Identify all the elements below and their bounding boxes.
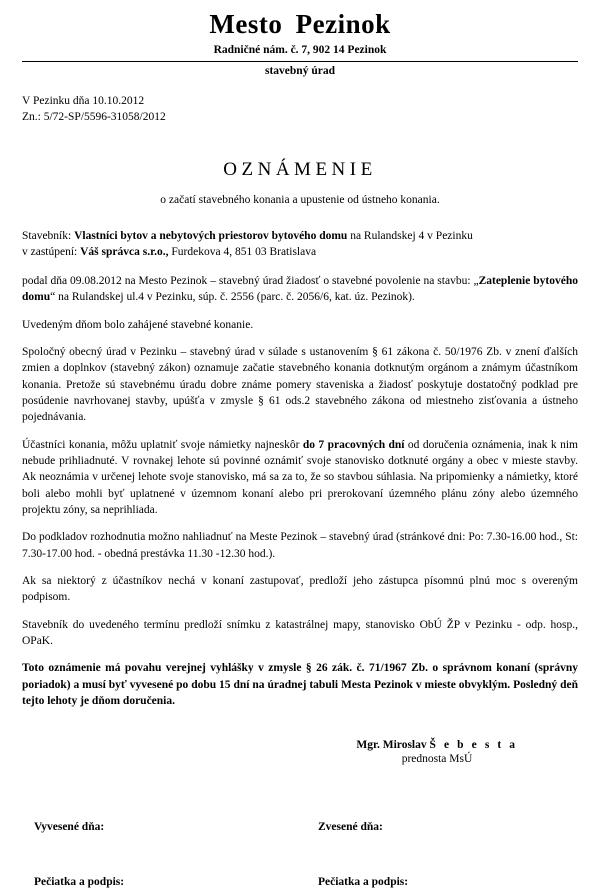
signatory-surname: Š e b e s t a [429,739,518,752]
document-title: OZNÁMENIE [223,158,377,180]
document-page [0,9,600,888]
organization-address: Radničné nám. č. 7, 902 14 Pezinok [213,44,387,57]
paragraph-public-notice: Toto oznámenie má povahu verejnej vyhlášky v zmysle § 26 zák. č. 71/1967 Zb. o správnom konaní (správny poriadok) a musí byť vyvesené po dobu 15 dní na úradnej tabuli Mesta Pezinok v mieste obvyklým. Posledný deň tejto lehoty je dňom doručenia. [22,662,578,707]
paragraph-objections [22,437,578,519]
posting-stamps-row [22,876,578,888]
application-text-post: “ na Rulandskej ul.4 v Pezinku, súp. č. 2556 (parc. č. 2056/6, kat. úz. Pezinok). [50,291,415,304]
document-body [22,228,578,710]
signatory-name [287,739,587,751]
signature-block [287,739,587,765]
paragraph-authority: Spoločný obecný úrad v Pezinku – stavebný úrad v súlade s ustanovením § 61 zákona č. 50/1976 Zb. v znení ďalších zmien a doplnkov (stavebný zákon) oznamuje začatie stavebného konania dotknutým orgánom a známym účastníkom konania. Pretože sú stavebnému úradu dobre známe pomery staveniska a žiadosť poskytuje dostatočný podklad pre posúdenie navrhovanej stavby, upúšťa v zmysle § 61 ods.2 stavebného zákona od miestneho zisťovania a ústneho pojednávania. [22,346,578,424]
party-builder-address: na Rulandskej 4 v Pezinku [347,229,473,242]
party-representative-name: Váš správca s.r.o., [80,246,169,259]
place-and-date: V Pezinku dňa 10.10.2012 [22,94,145,107]
party-representative-address: Furdekova 4, 851 03 Bratislava [168,246,317,259]
paragraph-application [22,273,578,306]
party-builder-label: Stavebník: [22,229,72,242]
party-representative-label: v zastúpení: [22,246,78,259]
party-block [22,228,578,261]
paragraph-representation: Ak sa niektorý z účastníkov nechá v konaní zastupovať, predloží jeho zástupca písomnú plnú moc s overeným podpisom. [22,574,578,604]
party-builder-name: Vlastníci bytov a nebytových priestorov bytového domu [74,229,348,242]
posting-dates-row [22,821,578,833]
letterhead [22,9,578,79]
objections-text-pre: Účastníci konania, môžu uplatniť svoje námietky najneskôr [22,438,303,451]
application-text-pre: podal dňa 09.08.2012 na Mesto Pezinok – stavebný úrad žiadosť o stavebné povolenie na stavbu: „ [22,275,479,288]
party-builder-line [22,228,578,245]
objections-text-post: od doručenia oznámenia, inak k nim nebude prihliadnuté. V rovnakej lehote sú povinné oznámiť svoje stanovisko dotknuté orgány a obec v mieste stavby. Ak neoznámia v určenej lehote svoje stanovisko, má sa za to, že so stavbou súhlasia. Na pripomienky a námietky, ktoré boli alebo mohli byť uplatnené v územnom konaní alebo pri prerokovaní územného plánu zóny alebo územného projektu zóny, sa neprihliada. [22,438,578,516]
letterhead-divider [22,61,578,62]
removed-date-field: Zvesené dňa: [318,821,383,834]
stamp-signature-left: Pečiatka a podpis: [34,876,125,888]
objections-deadline: do 7 pracovných dní [302,438,405,451]
document-subtitle: o začatí stavebného konania a upustenie od ústneho konania. [160,193,440,206]
signatory-role: prednosta MsÚ [401,753,473,766]
party-representative-line [22,244,578,261]
paragraph-inspection: Do podkladov rozhodnutia možno nahliadnuť na Meste Pezinok – stavebný úrad (stránkové dni: Po: 7.30-16.00 hod., St: 7.30-17.00 hod. - obedná prestávka 11.30 -12.30 hod.). [22,531,578,560]
posted-date-field: Vyvesené dňa: [34,821,105,834]
file-number: Zn.: 5/72-SP/5596-31058/2012 [22,111,166,124]
paragraph-commenced: Uvedeným dňom bolo zahájené stavebné konanie. [22,318,254,331]
posting-footer [22,821,578,888]
organization-title: Mesto Pezinok [209,9,391,39]
stamp-signature-right: Pečiatka a podpis: [318,876,409,888]
reference-block [22,93,578,126]
signatory-name-prefix: Mgr. Miroslav [356,739,430,752]
paragraph-documents: Stavebník do uvedeného termínu predloží snímku z katastrálnej mapy, stanovisko ObÚ ŽP v Pezinku - odp. hosp., OPaK. [22,618,578,647]
application-project-name: Zateplenie bytového domu [22,275,578,304]
organization-department: stavebný úrad [265,64,335,77]
